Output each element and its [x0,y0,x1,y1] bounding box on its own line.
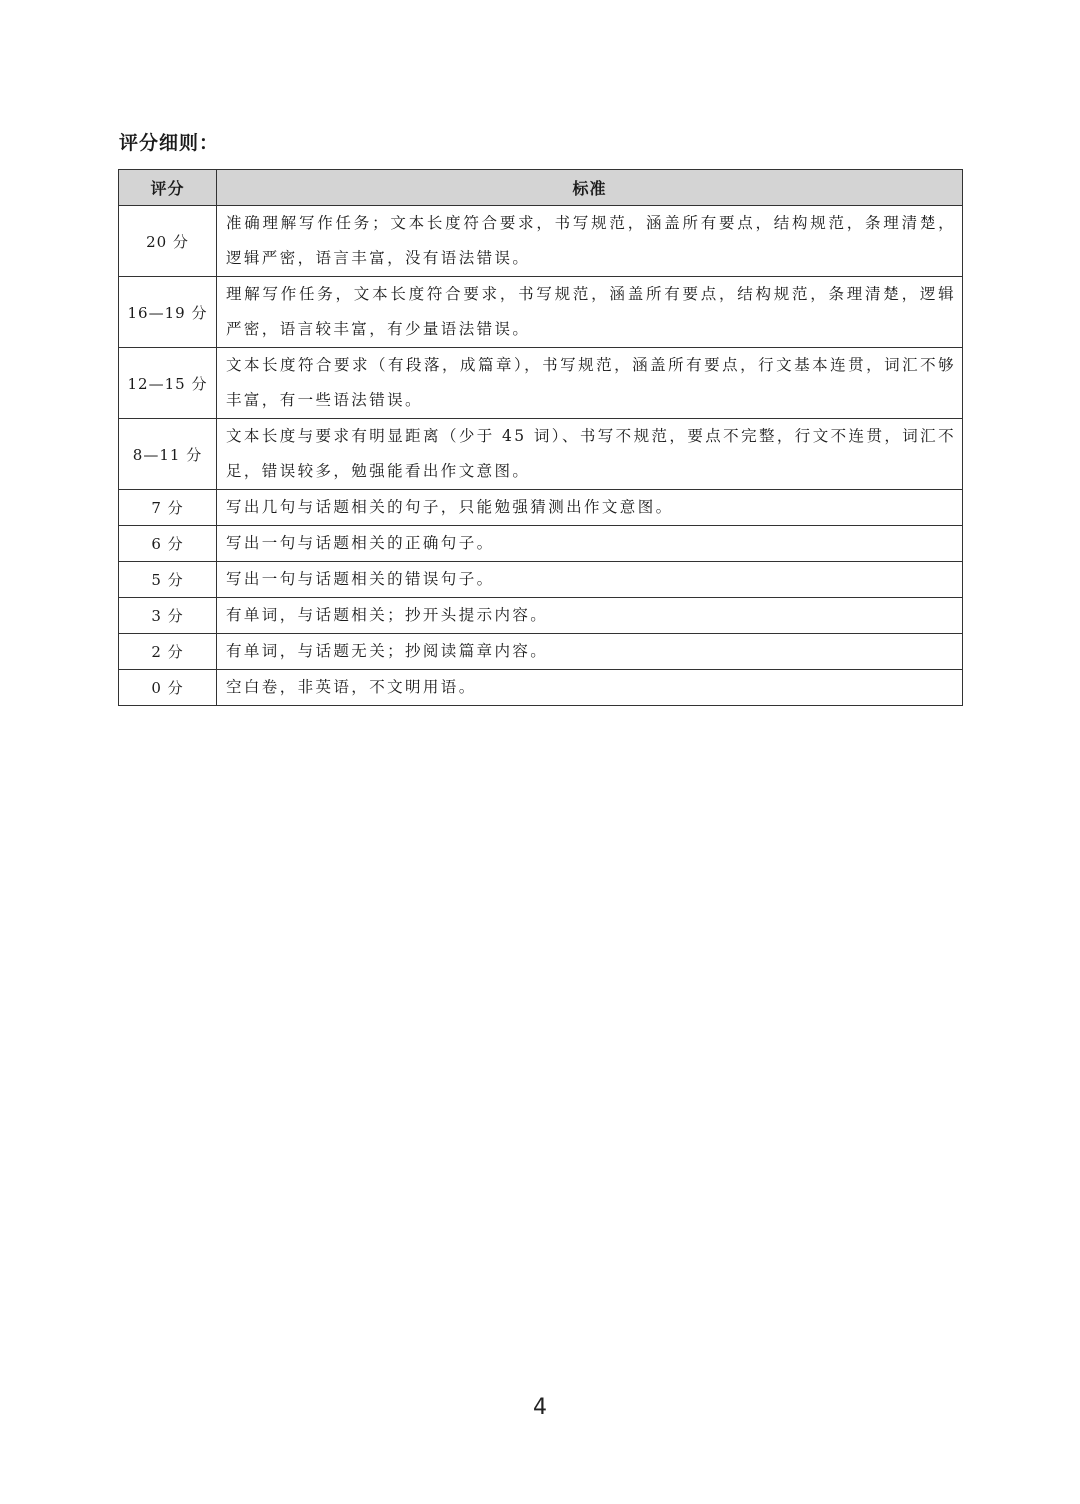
score-cell: 12—15 分 [119,348,217,419]
table-row [119,634,963,670]
score-cell: 6 分 [119,526,217,562]
table-row [119,490,963,526]
score-cell: 0 分 [119,670,217,706]
standard-cell: 准确理解写作任务；文本长度符合要求，书写规范，涵盖所有要点，结构规范，条理清楚，逻辑严密，语言丰富，没有语法错误。 [217,206,963,277]
score-cell: 20 分 [119,206,217,277]
header-standard: 标准 [217,170,963,206]
table-header-row [119,170,963,206]
page-number: 4 [533,1395,547,1420]
standard-cell: 空白卷，非英语，不文明用语。 [217,670,963,706]
standard-cell: 有单词，与话题相关；抄开头提示内容。 [217,598,963,634]
score-cell: 8—11 分 [119,419,217,490]
score-cell: 16—19 分 [119,277,217,348]
standard-cell: 写出一句与话题相关的错误句子。 [217,562,963,598]
standard-cell: 写出几句与话题相关的句子，只能勉强猜测出作文意图。 [217,490,963,526]
table-row [119,206,963,277]
standard-cell: 文本长度符合要求（有段落，成篇章），书写规范，涵盖所有要点，行文基本连贯，词汇不够丰富，有一些语法错误。 [217,348,963,419]
standard-cell: 有单词，与话题无关；抄阅读篇章内容。 [217,634,963,670]
standard-cell: 文本长度与要求有明显距离（少于 45 词）、书写不规范，要点不完整，行文不连贯，词汇不足，错误较多，勉强能看出作文意图。 [217,419,963,490]
section-title: 评分细则： [119,132,220,154]
table-row [119,670,963,706]
scoring-rubric-table [118,169,963,706]
standard-cell: 理解写作任务，文本长度符合要求，书写规范，涵盖所有要点，结构规范，条理清楚，逻辑严密，语言较丰富，有少量语法错误。 [217,277,963,348]
table-row [119,526,963,562]
table-row [119,562,963,598]
table-row [119,348,963,419]
score-cell: 3 分 [119,598,217,634]
standard-cell: 写出一句与话题相关的正确句子。 [217,526,963,562]
score-cell: 5 分 [119,562,217,598]
table-row [119,598,963,634]
header-score: 评分 [119,170,217,206]
score-cell: 7 分 [119,490,217,526]
table-row [119,277,963,348]
score-cell: 2 分 [119,634,217,670]
table-row [119,419,963,490]
